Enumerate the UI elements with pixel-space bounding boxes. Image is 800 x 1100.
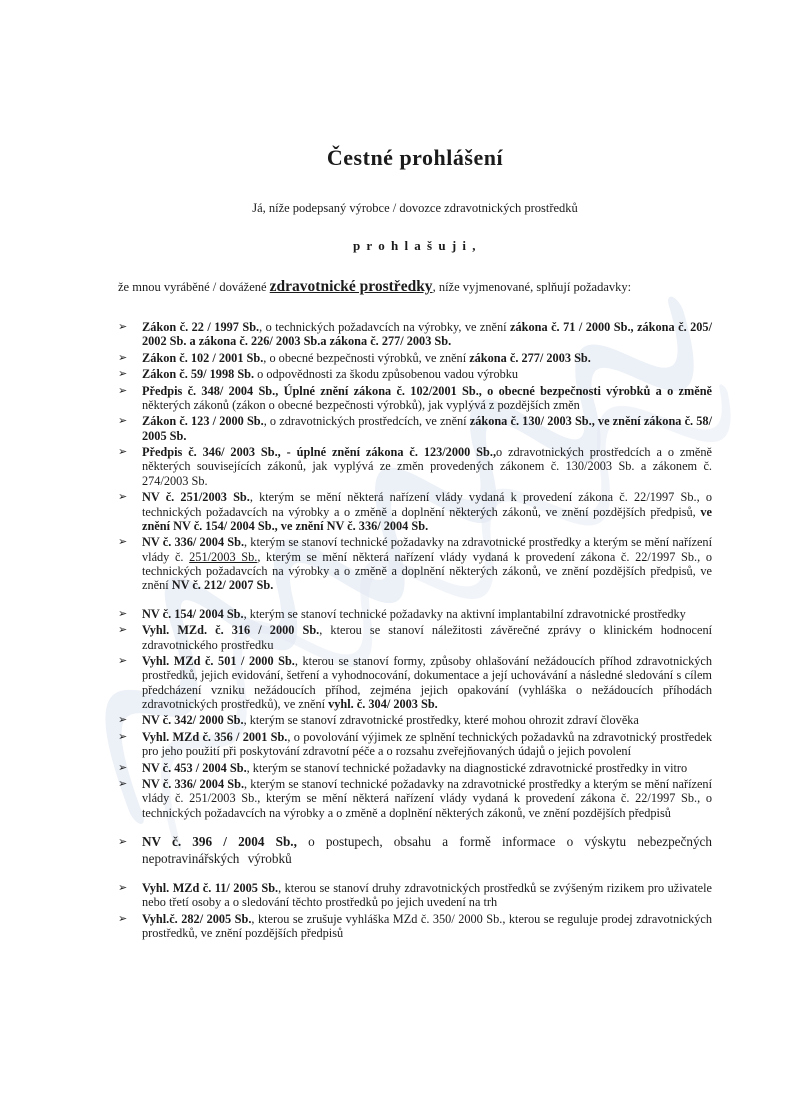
law-item-text: NV č. 396 / 2004 Sb., o postupech, obsahu a formě informace o výskytu nebezpečných nepotravinářských výrobků (142, 834, 712, 866)
arrow-bullet-icon: ➢ (118, 321, 128, 333)
arrow-bullet-icon: ➢ (118, 912, 128, 925)
arrow-bullet-icon: ➢ (118, 351, 128, 364)
arrow-bullet-icon: ➢ (118, 730, 128, 743)
list-item (118, 367, 712, 381)
list-item (118, 713, 712, 727)
law-item-text: Vyhl. MZd č. 11/ 2005 Sb., kterou se stanoví druhy zdravotnických prostředků se zvýšeným rizikem pro uživatele nebo třetí osoby a o sledování těchto prostředků po jejich uvedení na trh (142, 881, 712, 910)
law-item-text: NV č. 336/ 2004 Sb., kterým se stanoví technické požadavky na zdravotnické prostředky a kterým se mění nařízení vlády č. 251/2003 Sb., kterým se mění některá nařízení vlády vydaná k provedení zákona č. 22/1997 Sb., o technických požadavcích na výrobky a o změně a doplnění některých zákonů, ve znění pozdějších předpisů, ve znění NV č. 212/ 2007 Sb. (142, 535, 712, 593)
law-item-text: Vyhl.č. 282/ 2005 Sb., kterou se zrušuje vyhláška MZd č. 350/ 2000 Sb., kterou se reguluje prodej zdravotnických prostředků, ve znění pozdějších předpisů (142, 911, 712, 941)
law-item-text: Předpis č. 346/ 2003 Sb., - úplné znění zákona č. 123/2000 Sb.,o zdravotnických prostředcích a o změně některých souvisejících zákonů, jak vyplývá ze změn provedených zákonem č. 130/2003 Sb. a zákonem č. 274/2003 Sb. (142, 445, 712, 488)
arrow-bullet-icon: ➢ (118, 607, 128, 620)
law-item-text: Zákon č. 102 / 2001 Sb., o obecné bezpečnosti výrobků, ve znění zákona č. 277/ 2003 Sb. (142, 350, 591, 365)
arrow-bullet-icon: ➢ (118, 491, 128, 504)
list-item (118, 607, 712, 621)
law-item-text: NV č. 154/ 2004 Sb., kterým se stanoví technické požadavky na aktivní implantabilní zdravotnické prostředky (142, 606, 686, 621)
list-item (118, 320, 712, 349)
arrow-bullet-icon: ➢ (118, 415, 128, 428)
arrow-bullet-icon: ➢ (118, 624, 128, 637)
list-item (118, 414, 712, 443)
page-title: Čestné prohlášení (326, 145, 504, 170)
law-item-text: Vyhl. MZd č. 356 / 2001 Sb., o povolování výjimek ze splnění technických požadavků na zdravotnický prostředek pro jeho použití při poskytování zdravotní péče a o rozsahu zveřejňovaných údajů o jejich povolení (142, 729, 713, 759)
law-item-text: Vyhl. MZd. č. 316 / 2000 Sb., kterou se stanoví náležitosti závěrečné zprávy o klinickém hodnocení zdravotnického prostředku (142, 623, 713, 652)
list-item (118, 535, 712, 593)
requirements-suffix: , níže vyjmenované, splňují požadavky: (432, 280, 632, 294)
law-item-text: Zákon č. 22 / 1997 Sb., o technických požadavcích na výrobky, ve znění zákona č. 71 / 2000 Sb., zákona č. 205/ 2002 Sb. a zákona č. 226/ 2003 Sb.a zákona č. 277/ 2003 Sb. (142, 320, 712, 349)
list-item (118, 730, 712, 759)
arrow-bullet-icon: ➢ (118, 654, 128, 667)
list-item (118, 351, 712, 365)
list-item (118, 384, 712, 413)
arrow-bullet-icon: ➢ (118, 836, 128, 848)
law-item-text: Zákon č. 59/ 1998 Sb. o odpovědnosti za škodu způsobenou vadou výrobku (142, 367, 519, 382)
requirements-highlight: zdravotnické prostředky (269, 278, 433, 295)
law-item-text: NV č. 342/ 2000 Sb., kterým se stanoví zdravotnické prostředky, které mohou ohrozit zdraví člověka (142, 713, 639, 728)
arrow-bullet-icon: ➢ (118, 536, 128, 549)
arrow-bullet-icon: ➢ (118, 446, 128, 458)
law-item-text: NV č. 453 / 2004 Sb., kterým se stanoví technické požadavky na diagnostické zdravotnické prostředky in vitro (142, 760, 688, 775)
list-item (118, 445, 712, 488)
law-item-text: Předpis č. 348/ 2004 Sb., Úplné znění zákona č. 102/2001 Sb., o obecné bezpečnosti výrobků a o změně některých zákonů (zákon o obecné bezpečnosti výrobků), jak vyplývá z pozdějších změn (142, 383, 712, 412)
arrow-bullet-icon: ➢ (118, 761, 128, 774)
arrow-bullet-icon: ➢ (118, 777, 128, 790)
law-item-text: Vyhl. MZd č. 501 / 2000 Sb., kterou se stanoví formy, způsoby ohlašování nežádoucích příhod zdravotnických prostředků, jejich evidování, šetření a vyhodnocování, dokumentace a její uchovávání a následné sledování s cílem předcházení vzniku nežádoucích příhod, zejména jejich opakování (vyhláška o nežádoucích příhodách zdravotnických prostředků), ve znění vyhl. č. 304/ 2003 Sb. (142, 653, 712, 711)
declare-word: p r o h l a š u j i , (352, 238, 478, 253)
arrow-bullet-icon: ➢ (118, 882, 128, 894)
law-list (118, 320, 712, 941)
document-content (118, 145, 712, 943)
list-item (118, 654, 712, 712)
list-item (118, 777, 712, 820)
arrow-bullet-icon: ➢ (118, 368, 128, 381)
arrow-bullet-icon: ➢ (118, 714, 128, 727)
law-item-text: NV č. 336/ 2004 Sb., kterým se stanoví technické požadavky na zdravotnické prostředky a kterým se mění nařízení vlády č. 251/2003 Sb., kterým se mění některá nařízení vlády vydaná k provedení zákona č. 22/1997 Sb., o technických požadavcích na výrobky a o změně a doplnění některých zákonů, ve znění pozdějších předpisů (142, 776, 712, 820)
list-item (118, 761, 712, 775)
arrow-bullet-icon: ➢ (118, 384, 128, 397)
intro-line: Já, níže podepsaný výrobce / dovozce zdravotnických prostředků (252, 201, 578, 215)
list-item (118, 834, 712, 867)
law-item-text: Zákon č. 123 / 2000 Sb., o zdravotnických prostředcích, ve znění zákona č. 130/ 2003 Sb., ve znění zákona č. 58/ 2005 Sb. (142, 414, 712, 443)
list-item (118, 490, 712, 533)
law-item-text: NV č. 251/2003 Sb., kterým se mění některá nařízení vlády vydaná k provedení zákona č. 22/1997 Sb., o technických požadavcích na výrobky a o změně a doplnění některých zákonů, ve znění pozdějších předpisů, ve znění NV č. 154/ 2004 Sb., ve znění NV č. 336/ 2004 Sb. (142, 490, 712, 533)
list-item (118, 912, 712, 941)
requirements-line (118, 278, 712, 296)
list-item (118, 881, 712, 910)
requirements-prefix: že mnou vyráběné / dovážené (118, 280, 270, 294)
list-item (118, 623, 712, 652)
